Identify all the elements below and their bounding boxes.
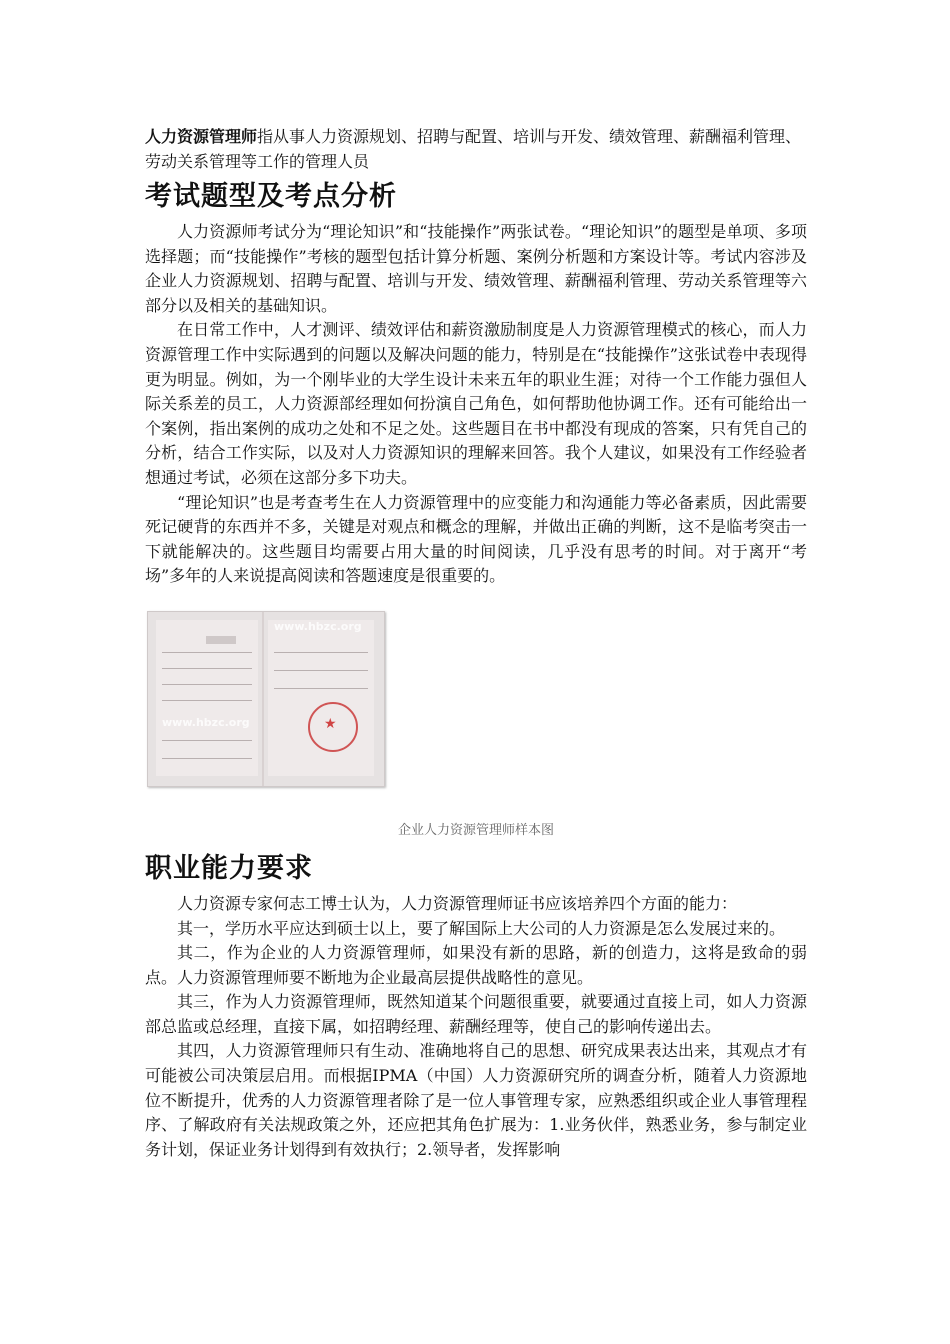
certificate-watermark: www.hbzc.org xyxy=(274,619,362,633)
section-heading-exam: 考试题型及考点分析 xyxy=(145,181,397,212)
certificate-line xyxy=(162,740,252,741)
certificate-watermark: www.hbzc.org xyxy=(162,715,250,729)
certificate-line xyxy=(274,670,368,671)
figure-caption: 企业人力资源管理师样本图 xyxy=(397,822,554,838)
seal-star-icon: ★ xyxy=(324,715,337,732)
certificate-figure xyxy=(145,611,807,846)
section-heading-abilities: 职业能力要求 xyxy=(145,852,313,884)
paragraph: “理论知识”也是考查考生在人力资源管理中的应变能力和沟通能力等必备素质，因此需要死记硬背的东西并不多，关键是对观点和概念的理解，并做出正确的判断，这不是临考突击一下就能解决的。这些题目均需要占用大量的时间阅读，几乎没有思考的时间。对于离开“考场”多年的人来说提高阅读和答题速度是很重要的。 xyxy=(145,492,807,586)
paragraph: 在日常工作中，人才测评、绩效评估和薪资激励制度是人力资源管理模式的核心，而人力资源管理工作中实际遇到的问题以及解决问题的能力，特别是在“技能操作”这张试卷中表现得更为明显。例如，为一个刚毕业的大学生设计未来五年的职业生涯；对待一个工作能力强但人际关系差的员工，人力资源部经理如何扮演自己角色，如何帮助他协调工作。还有可能给出一个案例，指出案例的成功之处和不足之处。这些题目在书中都没有现成的答案，只有凭自己的分析，结合工作实际，以及对人力资源知识的理解来回答。我个人建议，如果没有工作经验者想通过考试，必须在这部分多下功夫。 xyxy=(145,320,807,487)
intro-paragraph xyxy=(145,124,807,174)
paragraph: 其一，学历水平应达到硕士以上，要了解国际上大公司的人力资源是怎么发展过来的。 xyxy=(177,918,786,938)
certificate-line xyxy=(162,652,252,653)
document-content xyxy=(145,124,807,1162)
certificate-fold xyxy=(262,612,264,786)
certificate-image xyxy=(147,611,385,787)
certificate-line xyxy=(274,652,368,653)
certificate-line xyxy=(162,668,252,669)
certificate-line xyxy=(162,758,252,759)
intro-text: 指从事人力资源规划、招聘与配置、培训与开发、绩效管理、薪酬福利管理、劳动关系管理等工作的管理人员 xyxy=(145,127,802,171)
certificate-line xyxy=(162,684,252,685)
paragraph: 其四，人力资源管理师只有生动、准确地将自己的思想、研究成果表达出来，其观点才有可能被公司决策层启用。而根据IPMA（中国）人力资源研究所的调查分析，随着人力资源地位不断提升，优秀的人力资源管理者除了是一位人事管理专家，应熟悉组织或企业人事管理程序、了解政府有关法规政策之外，还应把其角色扩展为：1.业务伙伴，熟悉业务，参与制定业务计划，保证业务计划得到有效执行；2.领导者，发挥影响 xyxy=(145,1041,807,1159)
paragraph: 其三，作为人力资源管理师，既然知道某个问题很重要，就要通过直接上司，如人力资源部总监或总经理，直接下属，如招聘经理、薪酬经理等，使自己的影响传递出去。 xyxy=(145,992,807,1036)
redacted-name-block xyxy=(206,636,236,644)
certificate-line xyxy=(274,688,368,689)
certificate-right-page xyxy=(268,620,374,776)
paragraph: 人力资源专家何志工博士认为，人力资源管理师证书应该培养四个方面的能力： xyxy=(177,893,738,913)
paragraph: 其二，作为企业的人力资源管理师，如果没有新的思路，新的创造力，这将是致命的弱点。人力资源管理师要不断地为企业最高层提供战略性的意见。 xyxy=(145,943,807,987)
intro-bold-term: 人力资源管理师 xyxy=(145,127,258,146)
certificate-line xyxy=(162,700,252,701)
paragraph: 人力资源师考试分为“理论知识”和“技能操作”两张试卷。“理论知识”的题型是单项、多项选择题；而“技能操作”考核的题型包括计算分析题、案例分析题和方案设计等。考试内容涉及企业人力资源规划、招聘与配置、培训与开发、绩效管理、薪酬福利管理、劳动关系管理等六部分以及相关的基础知识。 xyxy=(145,222,807,315)
